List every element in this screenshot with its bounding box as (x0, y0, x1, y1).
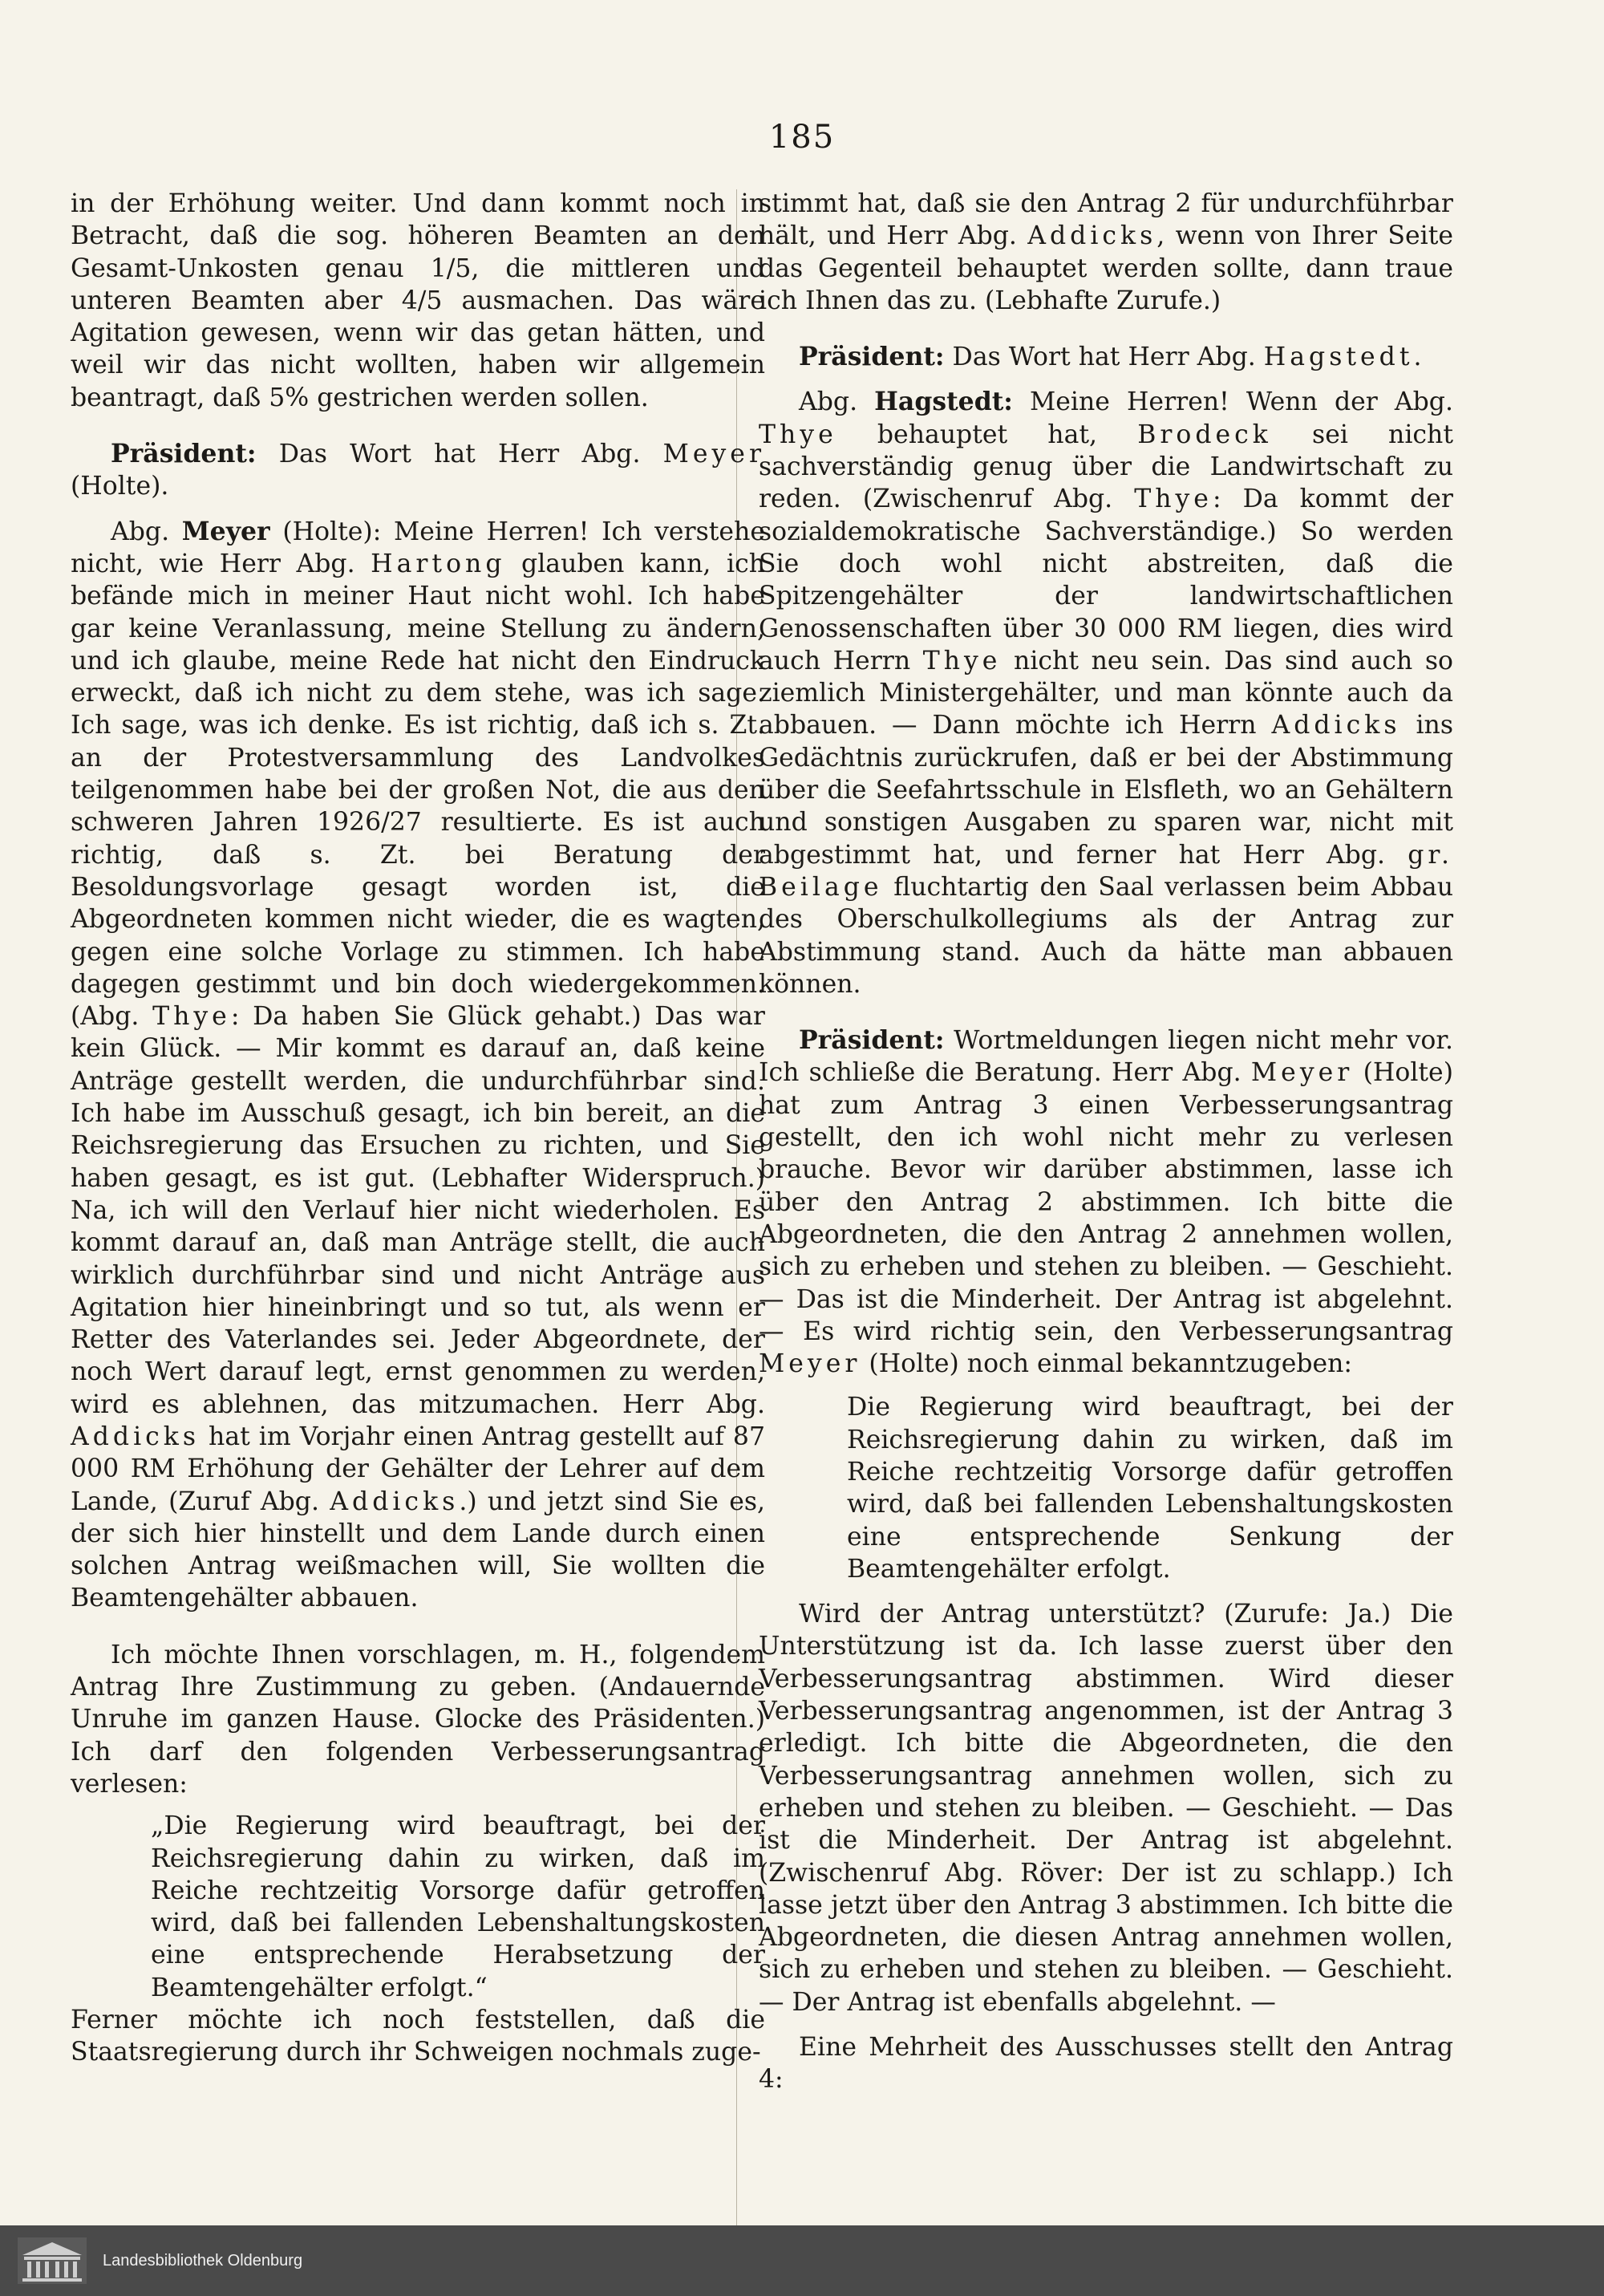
right-paragraph-3 (759, 386, 1453, 1000)
paragraph-text: Das Wort hat Herr Abg. (256, 440, 663, 469)
paragraph-text: hat im Vorjahr einen Antrag gestellt auf 87 000 RM Erhöhung der Gehälter der Lehrer auf dem Lande, (Zuruf Abg. (71, 1422, 765, 1516)
paragraph-text: glauben kann, ich befände mich in meiner Haut nicht wohl. Ich habe gar keine Veranlassung, meine Stellung zu ändern, und ich glaube, meine Rede hat nicht den Eindruck erweckt, daß ich nicht zu dem stehe, was ich sage. Ich sage, was ich denke. Es ist richtig, daß ich s. Zt. an der Protestversammlung des Landvolkes teilgenommen habe bei der großen Not, die aus den schweren Jahren 1926/27 resultierte. Es ist auch richtig, daß s. Zt. bei Beratung der Besoldungsvorlage gesagt worden ist, die Abgeordneten kommen nicht wieder, die es wagten, gegen eine solche Vorlage zu stimmen. Ich habe dagegen gestimmt und bin doch wiedergekommen. (Abg. (71, 549, 765, 1032)
paragraph-text: Das Wort hat Herr Abg. (944, 343, 1264, 372)
person-name: Addicks (1271, 711, 1401, 740)
person-name: Addicks (71, 1422, 200, 1451)
person-name: Meyer (1250, 1058, 1354, 1088)
paragraph-text: ins Gedächtnis zurückrufen, daß er bei der Abstimmung über die Seefahrtsschule in Elsfleth, wo an Gehältern und sonstigen Ausgaben zu sparen war, nicht mit abgestimmt hat, und ferner hat Herr Abg. (759, 711, 1454, 870)
paragraph-text: , wenn von Ihrer Seite das Gegenteil behauptet werden sollte, dann traue ich Ihnen das zu. (Lebhafte Zurufe.) (759, 221, 1453, 315)
person-name: Hagstedt (1263, 343, 1414, 372)
right-paragraph-2 (759, 341, 1453, 373)
paragraph-text: Meine Herren! Wenn der Abg. (1012, 387, 1453, 417)
paragraph-text: (Holte). (71, 472, 169, 501)
left-quote: „Die Regierung wird beauftragt, bei der Reichsregierung dahin zu wirken, daß im Reiche rechtzeitig Vorsorge dafür getroffen wird, daß bei fallenden Lebenshaltungskosten eine entsprechende Herabsetzung der Beamtengehälter erfolgt.“ (151, 1811, 765, 2002)
speaker-label: Präsident: (111, 439, 257, 469)
speaker-label: Präsident: (799, 342, 945, 372)
right-paragraph-6: Eine Mehrheit des Ausschusses stellt den Antrag 4: (759, 2033, 1453, 2095)
left-paragraph-5: Ferner möchte ich noch feststellen, daß die Staatsregierung durch ihr Schweigen nochmals zuge- (71, 2006, 765, 2067)
paragraph-text: .) und jetzt sind Sie es, der sich hier hinstellt und dem Lande durch einen solchen Antrag weißmachen will, Sie wollten die Beamtengehälter abbauen. (71, 1487, 766, 1613)
person-name: Addicks (330, 1487, 460, 1516)
left-paragraph-2 (71, 438, 765, 503)
right-paragraph-5: Wird der Antrag unterstützt? (Zurufe: Ja.) Die Unterstützung ist da. Ich lasse zuerst über den Verbesserungsantrag abstimmen. Wird dieser Verbesserungsantrag angenommen, ist der Antrag 3 erledigt. Ich bitte die Abgeordneten, die den Verbesserungsantrag annehmen wollen, sich zu erheben und stehen zu bleiben. — Geschieht. — Das ist die Minderheit. Der Antrag ist abgelehnt. (Zwischenruf Abg. Röver: Der ist zu schlapp.) Ich lasse jetzt über den Antrag 3 abstimmen. Ich bitte die Abgeordneten, die diesen Antrag annehmen wollen, sich zu erheben und stehen zu bleiben. — Geschieht. — Der Antrag ist ebenfalls abgelehnt. — (759, 1600, 1453, 2017)
library-name: Landesbibliothek Oldenburg (103, 2251, 303, 2270)
paragraph-text: sei nicht sachverständig genug über die Landwirtschaft zu reden. (Zwischenruf Abg. (759, 420, 1454, 514)
person-name: Thye (759, 420, 837, 449)
paragraph-text: stimmt hat, daß sie den Antrag 2 für undurchführbar hält, und Herr Abg. (759, 189, 1453, 251)
right-column (759, 188, 1453, 2096)
person-name: Addicks (1027, 221, 1157, 251)
person-name: Meyer (759, 1349, 861, 1379)
left-column (71, 188, 765, 2069)
left-paragraph-4: Ich möchte Ihnen vorschlagen, m. H., folgendem Antrag Ihre Zustimmung zu geben. (Andauernde Unruhe im ganzen Hause. Glocke des Präsidenten.) Ich darf den folgenden Verbesserungsantrag verlesen: (71, 1640, 765, 1799)
person-name: Hartong (371, 549, 506, 578)
paragraph-text: (Holte) noch einmal bekanntzugeben: (861, 1349, 1353, 1379)
paragraph-text: Abg. (799, 387, 875, 417)
person-name: Thye (152, 1002, 231, 1032)
right-quote: Die Regierung wird beauftragt, bei der Reichsregierung dahin zu wirken, daß im Reiche rechtzeitig Vorsorge dafür getroffen wird, daß bei fallenden Lebenshaltungskosten eine entsprechende Senkung der Beamtengehälter erfolgt. (847, 1393, 1453, 1584)
library-footer-bar (0, 2225, 1604, 2296)
paragraph-text: behauptet hat, (836, 420, 1138, 449)
left-paragraph-3 (71, 516, 765, 1615)
speaker-name: Meyer (181, 516, 270, 546)
paragraph-text: : Da haben Sie Glück gehabt.) Das war kein Glück. — Mir kommt es darauf an, daß keine Anträge gestellt werden, die undurchführbar sind. Ich habe im Ausschuß gesagt, ich bin bereit, an die Reichsregierung das Ersuchen zu richten, und Sie haben gesagt, es ist gut. (Lebhafter Widerspruch.) Na, ich will den Verlauf hier nicht wiederholen. Es kommt darauf an, daß man Anträge stellt, die auch wirklich durchführbar sind und nicht Anträge aus Agitation hier hineinbringt und so tut, als wenn er Retter des Vaterlandes sei. Jeder Abgeordnete, der noch Wert darauf legt, ernst genommen zu werden, wird es ablehnen, das mitzumachen. Herr Abg. (71, 1002, 765, 1419)
right-paragraph-4 (759, 1024, 1453, 1380)
paragraph-text: : Da kommt der sozialdemokratische Sachverständige.) So werden Sie doch wohl nicht abstreiten, daß die Spitzengehälter der landwirtschaftlichen Genossenschaften über 30 000 RM liegen, dies wird auch Herrn (759, 485, 1453, 675)
person-name: Thye (1134, 485, 1213, 514)
person-name: gr. Beilage (759, 840, 1453, 902)
paragraph-text: Abg. (111, 517, 182, 546)
paragraph-text: Wortmeldungen liegen nicht mehr vor. Ich schließe die Beratung. Herr Abg. (759, 1026, 1453, 1088)
person-name: Thye (922, 646, 1002, 675)
left-paragraph-1: in der Erhöhung weiter. Und dann kommt noch in Betracht, daß die sog. höheren Beamten an den Gesamt-Unkosten genau 1/5, die mittleren und unteren Beamten aber 4/5 ausmachen. Das wäre Agitation gewesen, wenn wir das getan hätten, und weil wir das nicht wollten, haben wir allgemein beantragt, daß 5% gestrichen werden sollen. (71, 189, 765, 412)
right-paragraph-1 (759, 188, 1453, 317)
speaker-label: Präsident: (799, 1025, 945, 1056)
person-name: Meyer (662, 440, 765, 469)
paragraph-text: fluchtartig den Saal verlassen beim Abbau des Oberschulkollegiums als der Antrag zur Abstimmung stand. Auch da hätte man abbauen können. (759, 872, 1453, 999)
speaker-name: Hagstedt: (874, 387, 1013, 417)
page-number: 185 (768, 119, 836, 156)
paragraph-text: (Holte): Meine Herren! Ich verstehe nicht, wie Herr Abg. (71, 517, 766, 578)
paragraph-text: nicht neu sein. Das sind auch so ziemlich Ministergehälter, und man könnte auch da abbauen. — Dann möchte ich Herrn (759, 646, 1453, 740)
library-building-icon (18, 2237, 87, 2284)
paragraph-text: . (1413, 343, 1422, 372)
paragraph-text: (Holte) hat zum Antrag 3 einen Verbesserungsantrag gestellt, den ich wohl nicht mehr zu verlesen brauche. Bevor wir darüber abstimmen, lasse ich über den Antrag 2 abstimmen. Ich bitte die Abgeordneten, die den Antrag 2 annehmen wollen, sich zu erheben und stehen zu bleiben. — Geschieht. — Das ist die Minderheit. Der Antrag ist abgelehnt. — Es wird richtig sein, den Verbesserungsantrag (759, 1058, 1453, 1346)
person-name: Brodeck (1137, 420, 1272, 449)
